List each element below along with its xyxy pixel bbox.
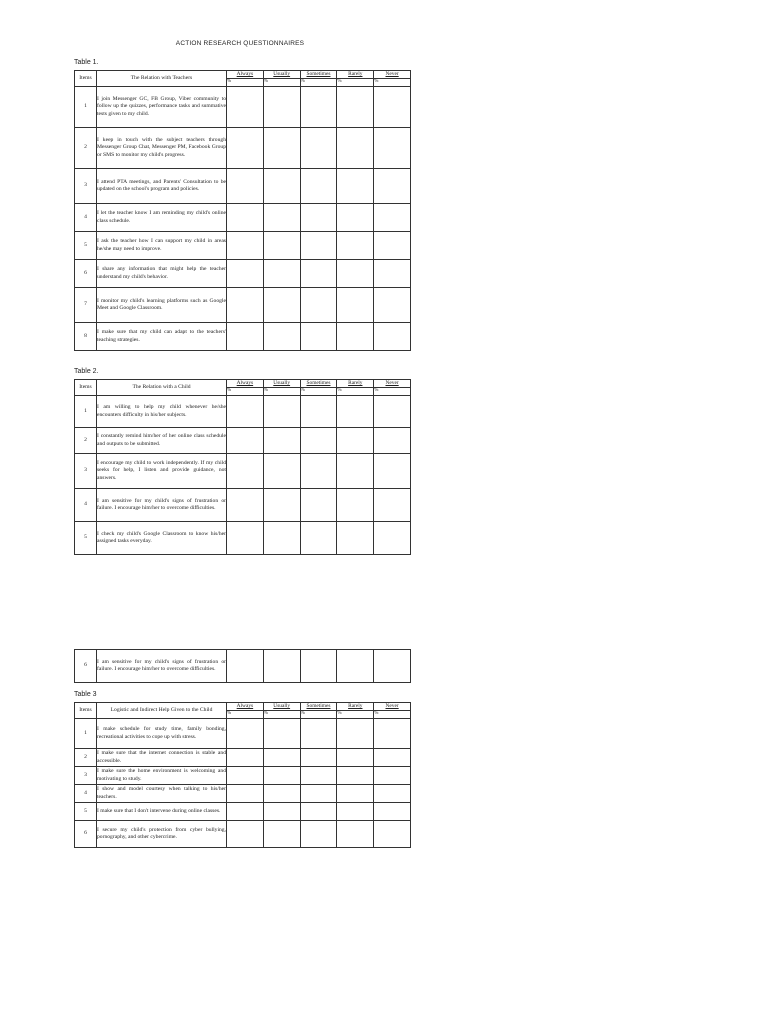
items-header: Items [75,380,97,396]
item-number: 4 [75,785,97,803]
percent-cell: % [300,711,337,719]
table-heading: Logistic and Indirect Help Given to the Child [97,703,227,719]
response-cell[interactable] [263,522,300,555]
response-cell[interactable] [337,719,374,749]
question-text: I am willing to help my child whenever he/she encounters difficulty in his/her subjects. [97,396,227,428]
item-number: 1 [75,87,97,128]
response-cell[interactable] [374,821,411,848]
response-cell[interactable] [337,260,374,288]
response-cell[interactable] [374,288,411,323]
response-cell[interactable] [337,489,374,522]
question-text: I secure my child's protection from cyber bullying, pornography, and other cybercrime. [97,821,227,848]
option-header [263,71,300,79]
table-heading: The Relation with a Child [97,380,227,396]
option-label: Usually [273,71,291,78]
question-row [75,232,411,260]
response-cell[interactable] [227,260,264,288]
question-row [75,719,411,749]
item-number: 5 [75,522,97,555]
question-row [75,428,411,454]
response-cell[interactable] [300,454,337,489]
response-cell[interactable] [337,767,374,785]
table2-label: Table 2. [74,368,99,375]
response-cell[interactable] [337,204,374,232]
question-row [75,323,411,351]
question-text: I keep in touch with the subject teachers through Messenger Group Chat, Messenger PM, Facebook Group or SMS to monitor my child's progress. [97,128,227,169]
response-cell[interactable] [227,87,264,128]
response-cell[interactable] [263,454,300,489]
response-cell[interactable] [374,785,411,803]
question-row [75,87,411,128]
response-cell[interactable] [263,87,300,128]
option-label: Never [385,380,399,387]
response-cell[interactable] [263,428,300,454]
option-label: Rarely [348,703,363,710]
percent-cell: % [227,711,264,719]
response-cell[interactable] [337,522,374,555]
response-cell[interactable] [227,821,264,848]
item-number: 8 [75,323,97,351]
question-row [75,650,411,683]
percent-cell: % [374,711,411,719]
option-label: Never [385,71,399,78]
percent-cell: % [300,79,337,87]
table1-label: Table 1. [74,59,99,66]
response-cell[interactable] [337,169,374,204]
option-header [263,380,300,388]
item-number: 2 [75,128,97,169]
question-row [75,489,411,522]
response-cell[interactable] [337,323,374,351]
document-title: ACTION RESEARCH QUESTIONNAIRES [175,40,305,47]
response-cell[interactable] [300,785,337,803]
option-header [300,703,337,711]
item-number: 2 [75,428,97,454]
item-number: 6 [75,821,97,848]
option-header [263,703,300,711]
percent-cell: % [263,79,300,87]
response-cell[interactable] [337,785,374,803]
question-text: I am sensitive for my child's signs of frustration or failure. I encourage him/her to overcome difficulties. [97,489,227,522]
question-text: I monitor my child's learning platforms such as Google Meet and Google Classroom. [97,288,227,323]
response-cell[interactable] [263,204,300,232]
response-cell[interactable] [300,749,337,767]
percent-cell: % [263,711,300,719]
response-cell[interactable] [227,204,264,232]
response-cell[interactable] [374,204,411,232]
response-cell[interactable] [263,749,300,767]
response-cell[interactable] [227,428,264,454]
response-cell[interactable] [337,288,374,323]
response-cell[interactable] [263,323,300,351]
option-label: Sometimes [306,71,331,78]
question-text: I am sensitive for my child's signs of frustration or failure. I encourage him/her to overcome difficulties. [97,650,227,683]
option-header [300,380,337,388]
response-cell[interactable] [300,650,337,683]
response-cell[interactable] [227,169,264,204]
item-number: 6 [75,260,97,288]
option-header [227,703,264,711]
response-cell[interactable] [374,260,411,288]
response-cell[interactable] [374,650,411,683]
question-text: I join Messenger GC, FB Group, Viber community to follow up the quizzes, performance tasks and summative tests given to my child. [97,87,227,128]
option-header [337,703,374,711]
question-text: I attend PTA meetings, and Parents' Consultation to be updated on the school's program and policies. [97,169,227,204]
response-cell[interactable] [374,749,411,767]
response-cell[interactable] [300,232,337,260]
response-cell[interactable] [374,719,411,749]
question-row [75,821,411,848]
response-cell[interactable] [300,288,337,323]
response-cell[interactable] [374,428,411,454]
response-cell[interactable] [227,454,264,489]
item-number: 7 [75,288,97,323]
response-cell[interactable] [374,323,411,351]
response-cell[interactable] [227,128,264,169]
header-row [75,380,411,388]
response-cell[interactable] [263,288,300,323]
response-cell[interactable] [227,749,264,767]
option-header [337,380,374,388]
item-number: 5 [75,232,97,260]
response-cell[interactable] [374,454,411,489]
question-text: I constantly remind him/her of her online class schedule and outputs to be submitted. [97,428,227,454]
response-cell[interactable] [374,489,411,522]
response-cell[interactable] [263,128,300,169]
question-text: I encourage my child to work independently. If my child seeks for help, I listen and provide guidance, not answers. [97,454,227,489]
response-cell[interactable] [227,719,264,749]
table1 [74,70,411,351]
item-number: 3 [75,767,97,785]
response-cell[interactable] [337,803,374,821]
question-row [75,288,411,323]
option-label: Always [236,71,254,78]
response-cell[interactable] [263,785,300,803]
option-header [337,71,374,79]
response-cell[interactable] [227,489,264,522]
question-row [75,767,411,785]
table2 [74,379,411,555]
table3-label: Table 3 [74,691,97,698]
item-number: 3 [75,169,97,204]
percent-cell: % [263,388,300,396]
response-cell[interactable] [300,260,337,288]
items-header: Items [75,71,97,87]
table2-continued [74,649,411,683]
item-number: 6 [75,650,97,683]
response-cell[interactable] [300,719,337,749]
question-text: I make sure that I don't intervene during online classes. [97,803,227,821]
option-label: Always [236,703,254,710]
question-text: I make sure the home environment is welcoming and motivating to study. [97,767,227,785]
response-cell[interactable] [300,767,337,785]
percent-cell: % [337,711,374,719]
response-cell[interactable] [337,821,374,848]
response-cell[interactable] [263,650,300,683]
response-cell[interactable] [227,522,264,555]
item-number: 1 [75,396,97,428]
item-number: 4 [75,204,97,232]
option-label: Always [236,380,254,387]
response-cell[interactable] [337,454,374,489]
question-text: I let the teacher know I am reminding my child's online class schedule. [97,204,227,232]
option-label: Never [385,703,399,710]
response-cell[interactable] [337,232,374,260]
response-cell[interactable] [300,323,337,351]
question-row [75,169,411,204]
question-text: I check my child's Google Classroom to know his/her assigned tasks everyday. [97,522,227,555]
response-cell[interactable] [374,169,411,204]
question-row [75,260,411,288]
question-text: I make sure that my child can adapt to the teachers' teaching strategies. [97,323,227,351]
response-cell[interactable] [227,288,264,323]
response-cell[interactable] [300,522,337,555]
question-text: I make sure that the internet connection is stable and accessible. [97,749,227,767]
response-cell[interactable] [263,489,300,522]
percent-cell: % [337,79,374,87]
response-cell[interactable] [300,87,337,128]
option-header [374,380,411,388]
items-header: Items [75,703,97,719]
header-row [75,71,411,79]
question-text: I share any information that might help the teacher understand my child's behavior. [97,260,227,288]
response-cell[interactable] [337,749,374,767]
response-cell[interactable] [300,428,337,454]
option-label: Sometimes [306,380,331,387]
question-row [75,785,411,803]
response-cell[interactable] [263,232,300,260]
response-cell[interactable] [300,821,337,848]
response-cell[interactable] [337,396,374,428]
option-header [374,703,411,711]
percent-cell: % [227,388,264,396]
response-cell[interactable] [337,87,374,128]
item-number: 2 [75,749,97,767]
percent-cell: % [227,79,264,87]
response-cell[interactable] [227,767,264,785]
response-cell[interactable] [227,650,264,683]
response-cell[interactable] [374,396,411,428]
option-header [300,71,337,79]
response-cell[interactable] [300,396,337,428]
response-cell[interactable] [263,396,300,428]
percent-cell: % [300,388,337,396]
response-cell[interactable] [300,204,337,232]
question-row [75,396,411,428]
response-cell[interactable] [337,650,374,683]
option-label: Rarely [348,380,363,387]
option-header [227,71,264,79]
response-cell[interactable] [227,396,264,428]
percent-cell: % [337,388,374,396]
item-number: 3 [75,454,97,489]
option-header [227,380,264,388]
question-row [75,204,411,232]
response-cell[interactable] [263,260,300,288]
question-row [75,803,411,821]
response-cell[interactable] [227,803,264,821]
option-label: Usually [273,703,291,710]
response-cell[interactable] [374,87,411,128]
response-cell[interactable] [227,323,264,351]
table-heading: The Relation with Teachers [97,71,227,87]
response-cell[interactable] [300,803,337,821]
percent-cell: % [374,79,411,87]
response-cell[interactable] [263,803,300,821]
response-cell[interactable] [263,169,300,204]
question-row [75,522,411,555]
question-text: I show and model courtesy when talking to his/her teachers. [97,785,227,803]
response-cell[interactable] [227,785,264,803]
option-header [374,71,411,79]
response-cell[interactable] [374,232,411,260]
question-text: I make schedule for study time, family bonding, recreational activities to cope up with stress. [97,719,227,749]
response-cell[interactable] [374,522,411,555]
response-cell[interactable] [263,821,300,848]
response-cell[interactable] [300,128,337,169]
question-row [75,454,411,489]
header-row [75,703,411,711]
response-cell[interactable] [374,767,411,785]
response-cell[interactable] [227,232,264,260]
response-cell[interactable] [300,489,337,522]
percent-cell: % [374,388,411,396]
question-text: I ask the teacher how I can support my child in areas he/she may need to improve. [97,232,227,260]
response-cell[interactable] [337,428,374,454]
option-label: Usually [273,380,291,387]
response-cell[interactable] [374,128,411,169]
response-cell[interactable] [374,803,411,821]
item-number: 5 [75,803,97,821]
table3 [74,702,411,848]
option-label: Rarely [348,71,363,78]
item-number: 4 [75,489,97,522]
question-row [75,128,411,169]
item-number: 1 [75,719,97,749]
response-cell[interactable] [337,128,374,169]
response-cell[interactable] [300,169,337,204]
option-label: Sometimes [306,703,331,710]
response-cell[interactable] [263,767,300,785]
question-row [75,749,411,767]
response-cell[interactable] [263,719,300,749]
